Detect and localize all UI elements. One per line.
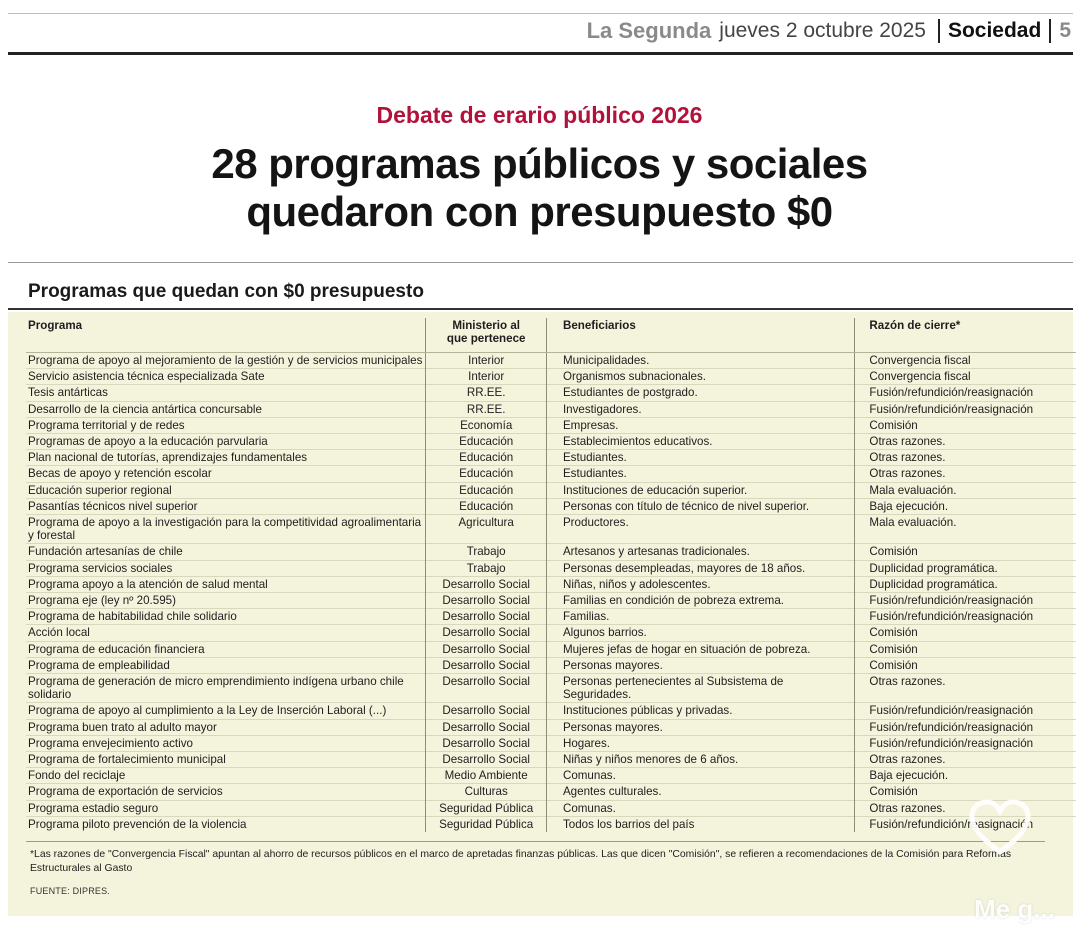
table-row <box>26 703 1076 719</box>
cell-reason: Fusión/refundición/reasignación <box>855 735 1076 751</box>
cell-program: Pasantías técnicos nivel superior <box>26 498 426 514</box>
cell-reason: Fusión/refundición/reasignación <box>855 816 1076 832</box>
cell-beneficiaries: Hogares. <box>546 735 854 751</box>
cell-beneficiaries: Investigadores. <box>546 401 854 417</box>
cell-reason: Mala evaluación. <box>855 482 1076 498</box>
masthead <box>587 14 1071 48</box>
source-note: FUENTE: DIPRES. <box>30 886 111 896</box>
cell-beneficiaries: Todos los barrios del país <box>546 816 854 832</box>
footnote-rule <box>26 841 1045 842</box>
cell-reason: Fusión/refundición/reasignación <box>855 703 1076 719</box>
headline-rule <box>8 262 1073 263</box>
header-reason: Razón de cierre* <box>855 318 1076 353</box>
table-row <box>26 544 1076 560</box>
cell-program: Programa eje (ley nº 20.595) <box>26 593 426 609</box>
cell-ministry: Desarrollo Social <box>426 657 547 673</box>
cell-beneficiaries: Productores. <box>546 515 854 544</box>
cell-program: Programa de exportación de servicios <box>26 784 426 800</box>
cell-ministry: Medio Ambiente <box>426 768 547 784</box>
cell-program: Fundación artesanías de chile <box>26 544 426 560</box>
cell-program: Servicio asistencia técnica especializada Sate <box>26 369 426 385</box>
cell-reason: Comisión <box>855 641 1076 657</box>
cell-ministry: Educación <box>426 450 547 466</box>
cell-program: Programa de educación financiera <box>26 641 426 657</box>
cell-beneficiaries: Instituciones de educación superior. <box>546 482 854 498</box>
cell-reason: Fusión/refundición/reasignación <box>855 719 1076 735</box>
cell-reason: Duplicidad programática. <box>855 576 1076 592</box>
cell-program: Tesis antárticas <box>26 385 426 401</box>
header-ministry <box>426 318 547 353</box>
masthead-divider-2 <box>1049 19 1051 43</box>
cell-ministry: Desarrollo Social <box>426 625 547 641</box>
cell-beneficiaries: Estudiantes. <box>546 450 854 466</box>
cell-ministry: Interior <box>426 353 547 369</box>
cell-ministry: Educación <box>426 498 547 514</box>
cell-ministry: Desarrollo Social <box>426 752 547 768</box>
page-number: 5 <box>1059 19 1071 42</box>
table-row <box>26 609 1076 625</box>
cell-program: Fondo del reciclaje <box>26 768 426 784</box>
cell-beneficiaries: Familias. <box>546 609 854 625</box>
cell-program: Programas de apoyo a la educación parvularia <box>26 434 426 450</box>
cell-beneficiaries: Estudiantes. <box>546 466 854 482</box>
cell-beneficiaries: Mujeres jefas de hogar en situación de pobreza. <box>546 641 854 657</box>
table-row <box>26 641 1076 657</box>
table-row <box>26 369 1076 385</box>
cell-beneficiaries: Personas pertenecientes al Subsistema de Seguridades. <box>546 674 854 703</box>
table-row <box>26 657 1076 673</box>
cell-program: Educación superior regional <box>26 482 426 498</box>
table-row <box>26 450 1076 466</box>
watermark-text: Me g... <box>974 894 1055 924</box>
cell-beneficiaries: Agentes culturales. <box>546 784 854 800</box>
cell-reason: Otras razones. <box>855 752 1076 768</box>
cell-program: Programa de empleabilidad <box>26 657 426 673</box>
cell-reason: Otras razones. <box>855 434 1076 450</box>
cell-ministry: Desarrollo Social <box>426 609 547 625</box>
table-row <box>26 593 1076 609</box>
cell-program: Programa de apoyo al cumplimiento a la Ley de Inserción Laboral (...) <box>26 703 426 719</box>
table-row <box>26 800 1076 816</box>
cell-program: Programa territorial y de redes <box>26 417 426 433</box>
cell-reason: Baja ejecución. <box>855 768 1076 784</box>
cell-beneficiaries: Niñas, niños y adolescentes. <box>546 576 854 592</box>
masthead-bottom-rule <box>8 52 1073 55</box>
cell-reason: Convergencia fiscal <box>855 369 1076 385</box>
cell-ministry: Desarrollo Social <box>426 593 547 609</box>
cell-beneficiaries: Municipalidades. <box>546 353 854 369</box>
cell-ministry: Trabajo <box>426 544 547 560</box>
section-name: Sociedad <box>947 19 1042 42</box>
cell-reason: Otras razones. <box>855 466 1076 482</box>
cell-ministry: Seguridad Pública <box>426 800 547 816</box>
header-program: Programa <box>26 318 426 353</box>
table-row <box>26 401 1076 417</box>
cell-ministry: Desarrollo Social <box>426 719 547 735</box>
header-ministry-line-1: Ministerio al <box>452 319 520 332</box>
cell-program: Programa de fortalecimiento municipal <box>26 752 426 768</box>
header-beneficiaries: Beneficiarios <box>546 318 854 353</box>
table-row <box>26 417 1076 433</box>
cell-beneficiaries: Empresas. <box>546 417 854 433</box>
cell-program: Programa de habitabilidad chile solidario <box>26 609 426 625</box>
cell-beneficiaries: Familias en condición de pobreza extrema. <box>546 593 854 609</box>
cell-ministry: Educación <box>426 434 547 450</box>
cell-beneficiaries: Personas desempleadas, mayores de 18 años. <box>546 560 854 576</box>
table-title: Programas que quedan con $0 presupuesto <box>28 281 424 302</box>
cell-reason: Comisión <box>855 544 1076 560</box>
cell-ministry: Agricultura <box>426 515 547 544</box>
cell-reason: Fusión/refundición/reasignación <box>855 401 1076 417</box>
table-row <box>26 816 1076 832</box>
article-headline <box>0 140 1079 236</box>
table-row <box>26 466 1076 482</box>
table-row <box>26 434 1076 450</box>
cell-program: Plan nacional de tutorías, aprendizajes fundamentales <box>26 450 426 466</box>
cell-program: Programa de generación de micro emprendimiento indígena urbano chile solidario <box>26 674 426 703</box>
cell-ministry: Educación <box>426 466 547 482</box>
cell-program: Programa piloto prevención de la violencia <box>26 816 426 832</box>
cell-program: Desarrollo de la ciencia antártica concursable <box>26 401 426 417</box>
cell-ministry: Desarrollo Social <box>426 576 547 592</box>
table-header-row <box>26 318 1076 353</box>
cell-reason: Fusión/refundición/reasignación <box>855 385 1076 401</box>
cell-reason: Comisión <box>855 657 1076 673</box>
table-row <box>26 674 1076 703</box>
cell-reason: Otras razones. <box>855 674 1076 703</box>
cell-beneficiaries: Organismos subnacionales. <box>546 369 854 385</box>
cell-reason: Fusión/refundición/reasignación <box>855 593 1076 609</box>
cell-ministry: Economía <box>426 417 547 433</box>
cell-reason: Fusión/refundición/reasignación <box>855 609 1076 625</box>
table-row <box>26 498 1076 514</box>
headline-line-2: quedaron con presupuesto $0 <box>246 188 833 235</box>
cell-ministry: Desarrollo Social <box>426 674 547 703</box>
cell-ministry: Trabajo <box>426 560 547 576</box>
cell-beneficiaries: Personas mayores. <box>546 719 854 735</box>
cell-program: Becas de apoyo y retención escolar <box>26 466 426 482</box>
cell-reason: Comisión <box>855 625 1076 641</box>
table-row <box>26 353 1076 369</box>
cell-beneficiaries: Algunos barrios. <box>546 625 854 641</box>
table-row <box>26 515 1076 544</box>
table-row <box>26 735 1076 751</box>
cell-program: Programa buen trato al adulto mayor <box>26 719 426 735</box>
cell-ministry: Desarrollo Social <box>426 641 547 657</box>
cell-ministry: Seguridad Pública <box>426 816 547 832</box>
cell-reason: Baja ejecución. <box>855 498 1076 514</box>
cell-program: Programa de apoyo a la investigación para la competitividad agroalimentaria y forestal <box>26 515 426 544</box>
cell-ministry: RR.EE. <box>426 385 547 401</box>
cell-ministry: Interior <box>426 369 547 385</box>
cell-ministry: Educación <box>426 482 547 498</box>
header-ministry-line-2: que pertenece <box>446 331 526 345</box>
cell-beneficiaries: Estudiantes de postgrado. <box>546 385 854 401</box>
cell-beneficiaries: Instituciones públicas y privadas. <box>546 703 854 719</box>
article-kicker: Debate de erario público 2026 <box>376 102 703 128</box>
table-row <box>26 752 1076 768</box>
table-row <box>26 768 1076 784</box>
table-row <box>26 625 1076 641</box>
table-row <box>26 576 1076 592</box>
table-row <box>26 385 1076 401</box>
cell-beneficiaries: Personas con título de técnico de nivel superior. <box>546 498 854 514</box>
cell-reason: Convergencia fiscal <box>855 353 1076 369</box>
programs-table <box>26 318 1076 832</box>
cell-program: Programa apoyo a la atención de salud mental <box>26 576 426 592</box>
cell-program: Programa de apoyo al mejoramiento de la gestión y de servicios municipales <box>26 353 426 369</box>
cell-reason: Otras razones. <box>855 800 1076 816</box>
cell-ministry: Desarrollo Social <box>426 735 547 751</box>
cell-beneficiaries: Establecimientos educativos. <box>546 434 854 450</box>
cell-ministry: Desarrollo Social <box>426 703 547 719</box>
table-row <box>26 719 1076 735</box>
heart-outline-icon[interactable] <box>968 798 1032 860</box>
cell-ministry: Culturas <box>426 784 547 800</box>
cell-program: Programa servicios sociales <box>26 560 426 576</box>
issue-date: jueves 2 octubre 2025 <box>719 19 926 42</box>
cell-beneficiaries: Artesanos y artesanas tradicionales. <box>546 544 854 560</box>
cell-reason: Duplicidad programática. <box>855 560 1076 576</box>
cell-reason: Comisión <box>855 784 1076 800</box>
cell-reason: Otras razones. <box>855 450 1076 466</box>
footnote: *Las razones de "Convergencia Fiscal" apuntan al ahorro de recursos públicos en el marco de apretadas finanzas públicas. Las que dicen "Comisión", se refieren a recomendaciones de la Comisión para Reformas Estructurales al Gasto <box>30 849 1012 874</box>
masthead-divider <box>938 19 940 43</box>
headline-line-1: 28 programas públicos y sociales <box>211 140 868 187</box>
cell-reason: Comisión <box>855 417 1076 433</box>
table-row <box>26 784 1076 800</box>
cell-beneficiaries: Personas mayores. <box>546 657 854 673</box>
table-row <box>26 560 1076 576</box>
cell-ministry: RR.EE. <box>426 401 547 417</box>
cell-program: Programa envejecimiento activo <box>26 735 426 751</box>
cell-program: Acción local <box>26 625 426 641</box>
newspaper-name: La Segunda <box>586 18 712 43</box>
cell-beneficiaries: Comunas. <box>546 768 854 784</box>
cell-program: Programa estadio seguro <box>26 800 426 816</box>
table-row <box>26 482 1076 498</box>
cell-beneficiaries: Niñas y niños menores de 6 años. <box>546 752 854 768</box>
cell-beneficiaries: Comunas. <box>546 800 854 816</box>
table-title-rule <box>8 308 1073 310</box>
cell-reason: Mala evaluación. <box>855 515 1076 544</box>
